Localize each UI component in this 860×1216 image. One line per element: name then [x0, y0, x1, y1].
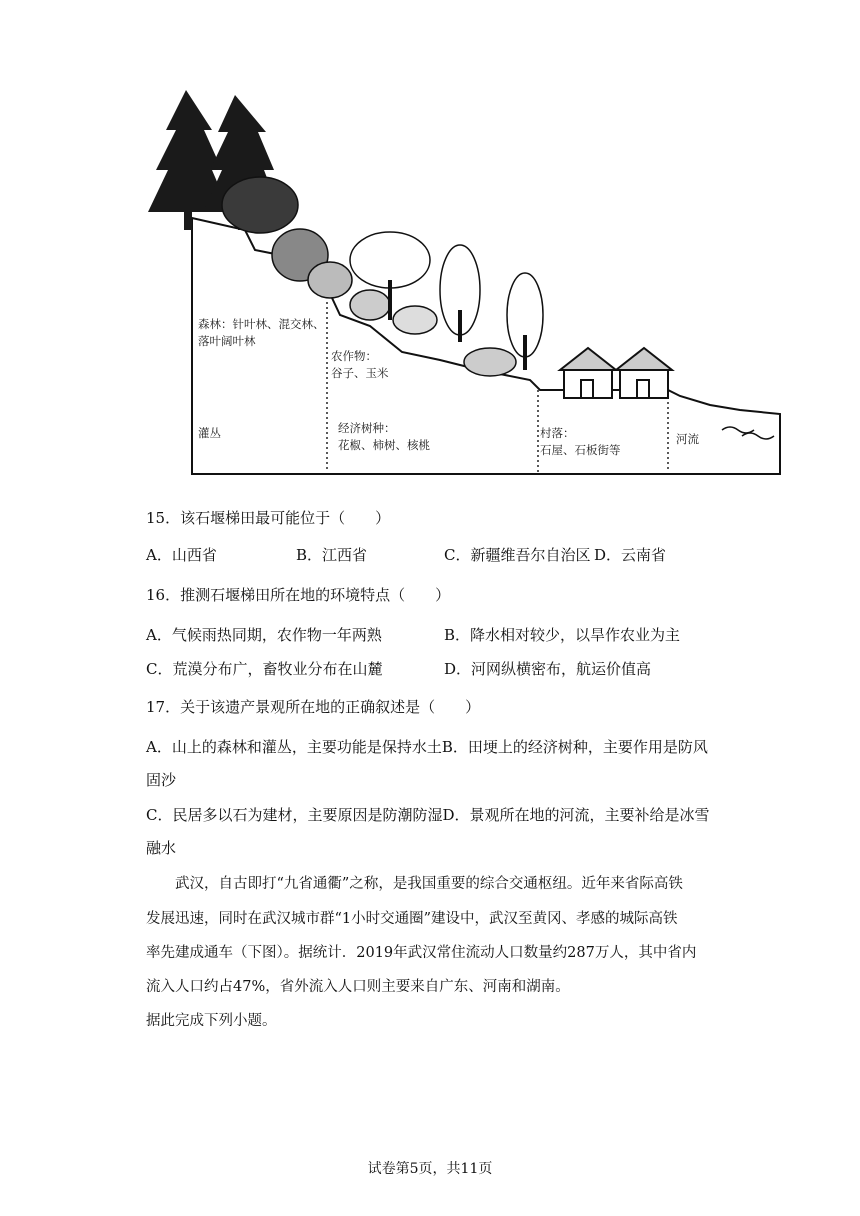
- q17-line-3: C．民居多以石为建材，主要原因是防潮防湿D．景观所在地的河流，主要补给是冰雪: [146, 806, 710, 824]
- q16-option-c: C．荒漠分布广，畜牧业分布在山麓: [146, 660, 383, 678]
- label-river: 河流: [676, 432, 699, 446]
- label-crops: 农作物： 谷子、玉米: [331, 349, 389, 380]
- q16-option-b: B．降水相对较少，以旱作农业为主: [444, 626, 681, 644]
- passage-line-2: 发展迅速，同时在武汉城市群“1小时交通圈”建设中，武汉至黄冈、孝感的城际高铁: [146, 911, 678, 927]
- label-econ-trees: 经济树种： 花椒、柿树、核桃: [338, 421, 430, 452]
- river-marks: [722, 427, 774, 439]
- terrace-landscape-figure: [140, 70, 800, 485]
- q17-line-4: 融水: [146, 839, 177, 857]
- label-village: 村落： 石屋、石板街等: [540, 426, 621, 457]
- question-15-stem: 15．该石堰梯田最可能位于（ ）: [146, 509, 391, 527]
- passage-line-5: 据此完成下列小题。: [146, 1013, 277, 1029]
- q15-option-d: D．云南省: [594, 546, 667, 564]
- q16-option-a: A．气候雨热同期，农作物一年两熟: [146, 626, 382, 644]
- q17-line-1: A．山上的森林和灌丛，主要功能是保持水土B．田埂上的经济树种，主要作用是防风: [146, 738, 708, 756]
- question-17-stem: 17．关于该遗产景观所在地的正确叙述是（ ）: [146, 698, 481, 716]
- question-16-stem: 16．推测石堰梯田所在地的环境特点（ ）: [146, 586, 451, 604]
- q17-line-2: 固沙: [146, 771, 177, 789]
- q15-option-b: B．江西省: [296, 546, 368, 564]
- passage-line-3: 率先建成通车（下图）。据统计．2019年武汉常住流动人口数量约287万人，其中省内: [146, 945, 697, 961]
- terrace-diagram: [140, 70, 800, 485]
- page-footer: 试卷第5页，共11页: [367, 1161, 493, 1177]
- q16-option-d: D．河网纵横密布，航运价值高: [444, 660, 652, 678]
- label-forest: 森林：针叶林、混交林、 落叶阔叶林: [198, 317, 325, 348]
- label-shrub: 灌丛: [198, 426, 221, 440]
- passage-line-4: 流入人口约占47%，省外流入人口则主要来自广东、河南和湖南。: [146, 979, 570, 995]
- passage-line-1: 武汉，自古即打“九省通衢”之称，是我国重要的综合交通枢纽。近年来省际高铁: [146, 876, 683, 892]
- q15-option-c: C．新疆维吾尔自治区: [444, 546, 591, 564]
- q15-option-a: A．山西省: [146, 546, 217, 564]
